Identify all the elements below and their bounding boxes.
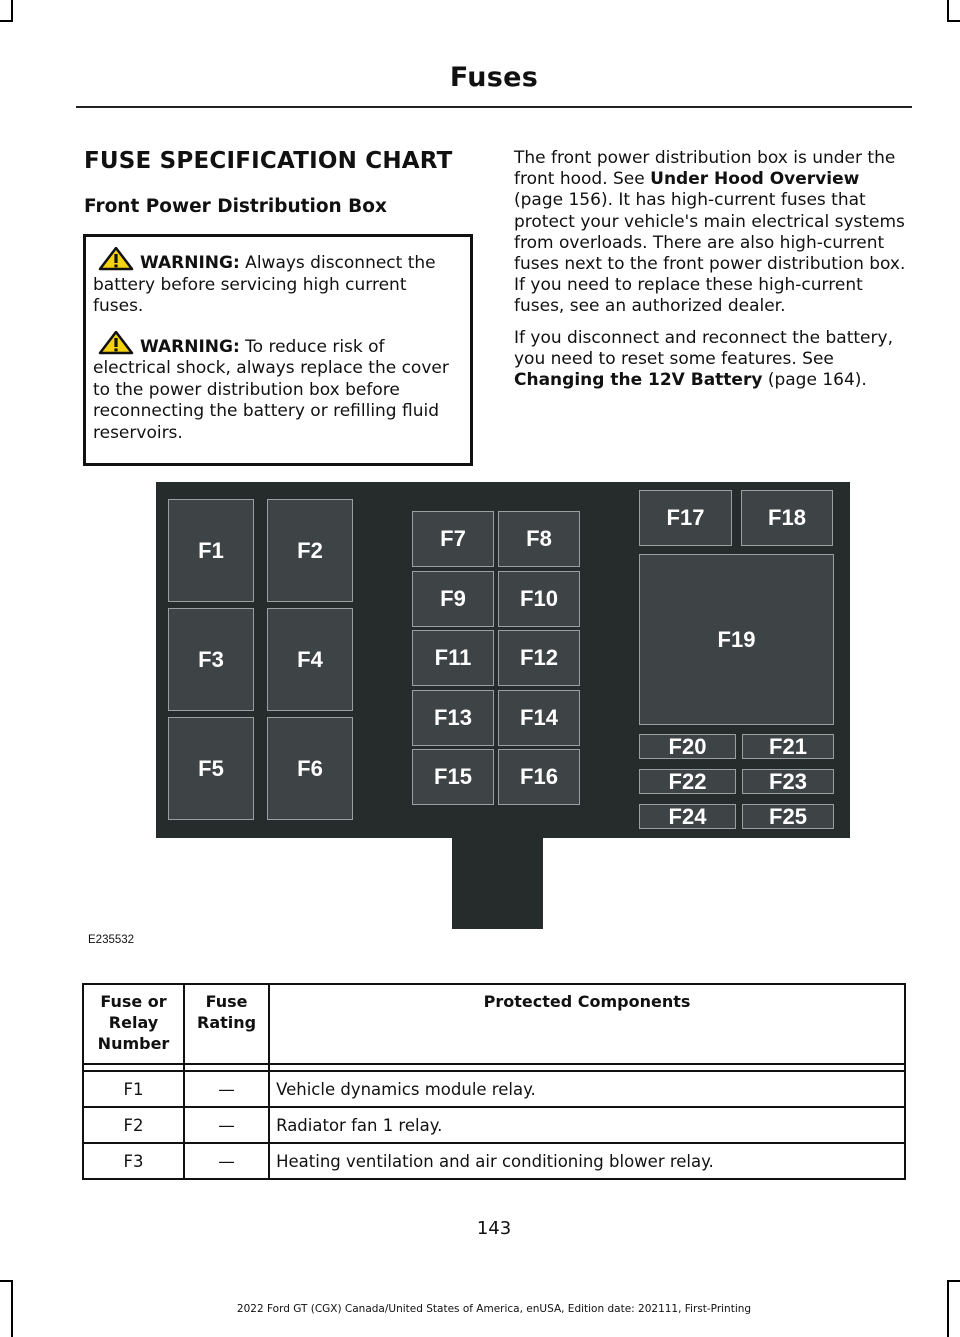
fuse-f24: F24 (639, 804, 736, 829)
paragraph-1: The front power distribution box is under the front hood. See Under Hood Overview (page 156). It has high-current fuses that protect your vehicle's main electrical systems from overloads. There are also high-current fuses next to the front power distribution box. If you need to replace these high-current fuses, see an authorized dealer. (514, 148, 906, 317)
fuse-f5: F5 (168, 717, 254, 820)
column-header: Fuse or Relay Number (83, 984, 184, 1064)
table-row (83, 1143, 905, 1179)
fuse-number-cell: F3 (83, 1143, 184, 1179)
warning-2 (93, 331, 462, 445)
fuse-rating-cell: — (184, 1143, 269, 1179)
fuse-spec-table (82, 983, 906, 1180)
page-number: 143 (476, 1218, 512, 1239)
protected-component-cell: Heating ventilation and air conditioning blower relay. (269, 1143, 905, 1179)
fuse-f21: F21 (742, 734, 834, 759)
crop-mark (11, 0, 13, 22)
fuse-f6: F6 (267, 717, 353, 820)
paragraph-2: If you disconnect and reconnect the battery, you need to reset some features. See Changing the 12V Battery (page 164). (514, 327, 893, 391)
fuse-f19: F19 (639, 554, 834, 725)
section-title: FUSE SPECIFICATION CHART (84, 148, 453, 174)
fuse-f20: F20 (639, 734, 736, 759)
fuse-f15: F15 (412, 749, 494, 805)
protected-component-cell: Radiator fan 1 relay. (269, 1107, 905, 1143)
fuse-f2: F2 (267, 499, 353, 602)
fuse-f3: F3 (168, 608, 254, 711)
section-subtitle: Front Power Distribution Box (84, 196, 387, 217)
fuse-f22: F22 (639, 769, 736, 794)
protected-component-cell: Vehicle dynamics module relay. (269, 1071, 905, 1107)
fuse-f18: F18 (741, 490, 833, 546)
page-header-title: Fuses (449, 62, 539, 93)
fuse-f4: F4 (267, 608, 353, 711)
fuse-f9: F9 (412, 571, 494, 627)
crop-mark (947, 1280, 960, 1282)
column-header: Protected Components (269, 984, 905, 1064)
table-spacer (83, 1064, 905, 1071)
cross-reference-link[interactable]: Changing the 12V Battery (514, 370, 763, 391)
warning-box (83, 234, 473, 466)
crop-mark (947, 20, 960, 22)
table-row (83, 1071, 905, 1107)
fuse-f23: F23 (742, 769, 834, 794)
figure-id: E235532 (88, 934, 135, 946)
fuse-f12: F12 (498, 630, 580, 686)
fuse-f25: F25 (742, 804, 834, 829)
crop-mark (947, 0, 949, 22)
fuse-f8: F8 (498, 511, 580, 567)
table-row (83, 1107, 905, 1143)
cross-reference-link[interactable]: Under Hood Overview (650, 169, 860, 190)
fuse-rating-cell: — (184, 1107, 269, 1143)
fuse-f13: F13 (412, 690, 494, 746)
warning-text: To reduce risk of electrical shock, always replace the cover to the power distribution box before reconnecting the battery or refilling fluid reservoirs. (93, 336, 449, 443)
fuse-f11: F11 (412, 630, 494, 686)
warning-1 (93, 247, 462, 318)
crop-mark (0, 1280, 13, 1282)
warning-triangle-icon (93, 247, 138, 271)
fuse-f16: F16 (498, 749, 580, 805)
fuse-box-connector (452, 838, 543, 929)
fuse-f14: F14 (498, 690, 580, 746)
fuse-f7: F7 (412, 511, 494, 567)
crop-mark (0, 20, 13, 22)
fuse-rating-cell: — (184, 1071, 269, 1107)
warning-label: WARNING: (140, 336, 240, 357)
table-header-row (83, 984, 905, 1064)
warning-triangle-icon (93, 331, 138, 355)
page-footer: 2022 Ford GT (CGX) Canada/United States of America, enUSA, Edition date: 202111, First-Printing (236, 1303, 752, 1315)
fuse-f1: F1 (168, 499, 254, 602)
header-divider (76, 106, 912, 108)
body-text (514, 148, 910, 401)
column-header: Fuse Rating (184, 984, 269, 1064)
warning-label: WARNING: (140, 253, 240, 273)
warning-text: Always disconnect the battery before servicing high current fuses. (93, 253, 436, 316)
fuse-number-cell: F1 (83, 1071, 184, 1107)
fuse-number-cell: F2 (83, 1107, 184, 1143)
fuse-f10: F10 (498, 571, 580, 627)
fuse-f17: F17 (639, 490, 732, 546)
fuse-box-diagram (156, 482, 850, 838)
